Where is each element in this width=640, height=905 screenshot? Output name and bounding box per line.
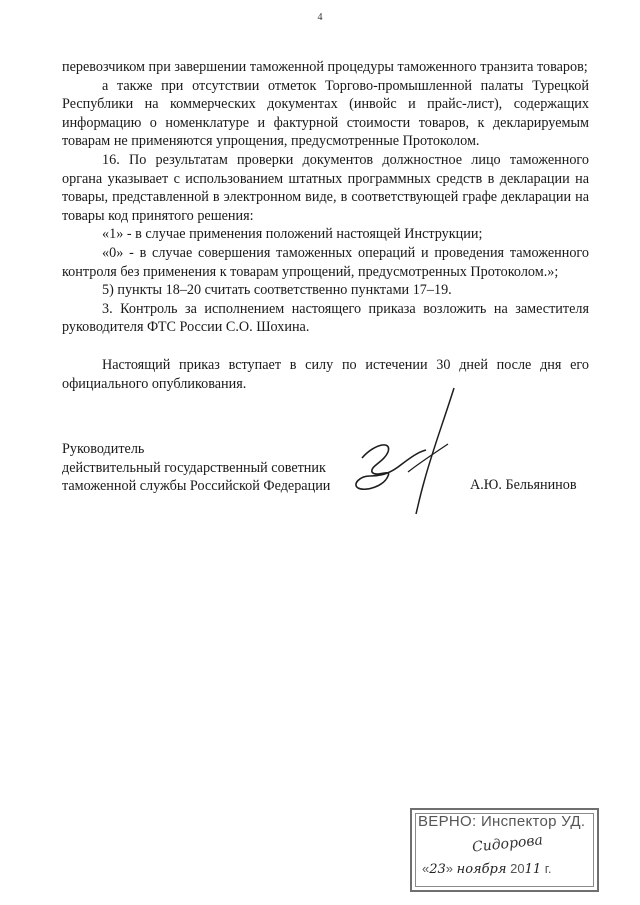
paragraph-effective-date: Настоящий приказ вступает в силу по истечении 30 дней после дня его официального опубликования. [62,356,589,392]
stamp-date-year: 11 [524,862,542,877]
paragraph-turkey-chamber: а также при отсутствии отметок Торгово-промышленной палаты Турецкой Республики на коммерческих документах (инвойс и прайс-лист), содержащих информацию о номенклатуре и фактурной стоимости товаров, к декларируемым товарам не применяются упрощения, предусмотренные Протоколом. [62,77,589,150]
stamp-date: «23» ноября 2011 г. [422,861,552,877]
signatory-name: А.Ю. Бельянинов [470,477,577,493]
signatory-service: таможенной службы Российской Федерации [62,478,331,495]
stamp-signature: Сидорова [471,832,544,856]
paragraph-continuation: перевозчиком при завершении таможенной процедуры таможенного транзита товаров; [62,59,588,75]
stamp-date-month: ноября [456,862,507,877]
page-number: 4 [317,12,323,23]
stamp-title: ВЕРНО: Инспектор УД. [418,813,586,830]
handwritten-signature [348,380,463,520]
document-body [62,58,589,393]
paragraph-control: 3. Контроль за исполнением настоящего приказа возложить на заместителя руководителя ФТС России С.О. Шохина. [62,300,589,336]
signatory-rank: действительный государственный советник [62,459,326,476]
paragraph-code-1: «1» - в случае применения положений настоящей Инструкции; [102,226,483,243]
stamp-date-suffix: г. [544,861,552,876]
paragraph-item-16: 16. По результатам проверки документов должностное лицо таможенного органа указывает с использованием штатных программных средств в декларации на товары, представленной в электронном виде, в соответствующей графе декларации на товары код принятого решения: [62,151,589,224]
signatory-position: Руководитель [62,441,145,457]
signatory-title [62,440,330,496]
stamp-date-day: 23 [429,862,446,877]
paragraph-code-0: «0» - в случае совершения таможенных операций и проведения таможенного контроля без применения к товарам упрощений, предусмотренных Протоколом.»; [62,244,589,280]
certification-stamp [410,808,599,892]
paragraph-renumbering: 5) пункты 18–20 считать соответственно пунктами 17–19. [102,282,452,299]
stamp-date-year-prefix: 20 [510,861,525,876]
